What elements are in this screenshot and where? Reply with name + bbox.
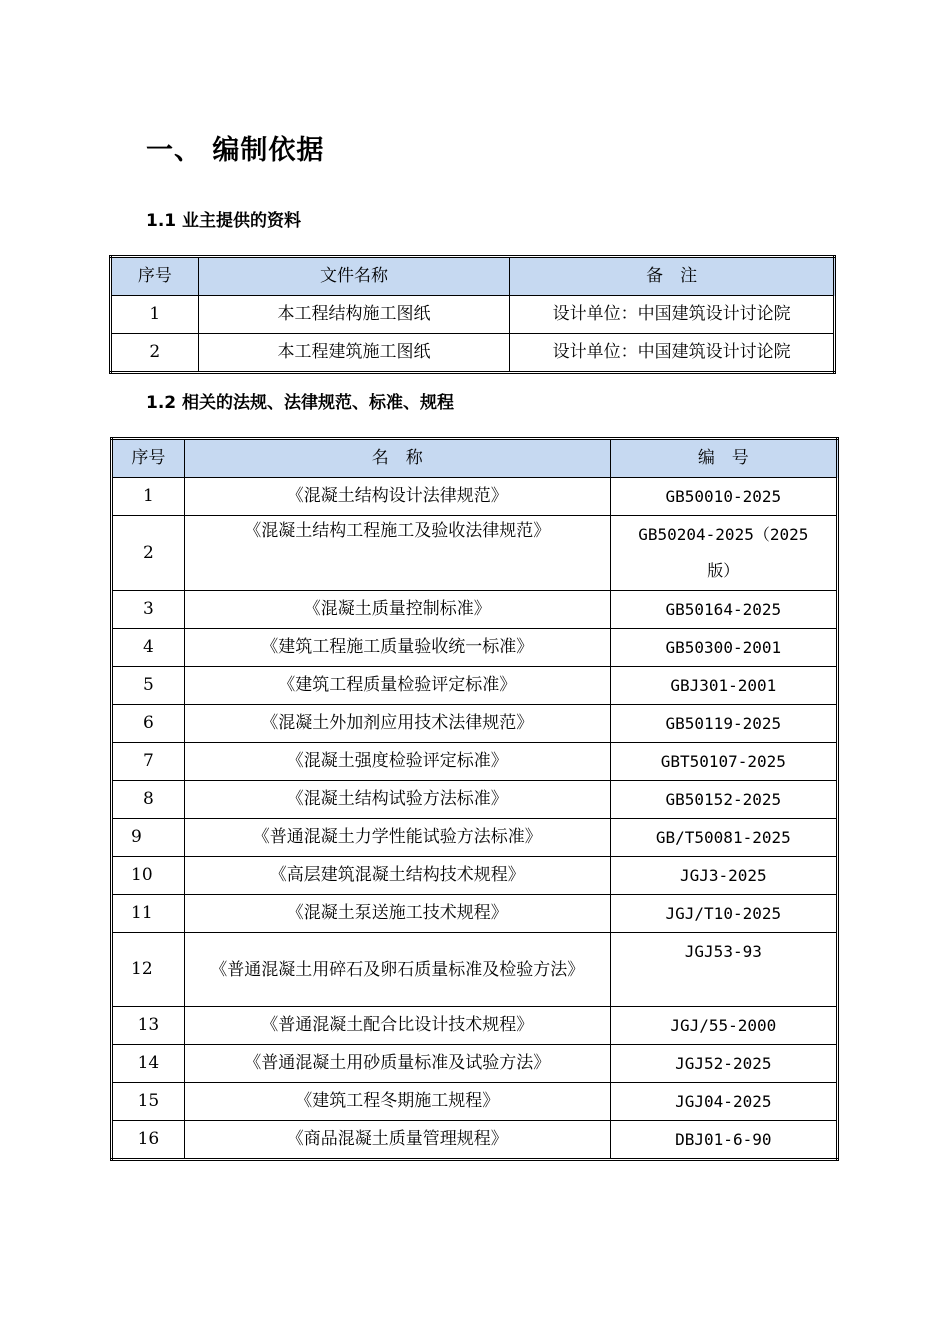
row-number: 6 (112, 705, 185, 743)
standard-name: 《建筑工程冬期施工规程》 (184, 1083, 610, 1121)
column-header: 序号 (111, 257, 199, 296)
row-number: 11 (112, 895, 185, 933)
standard-name: 《混凝土强度检验评定标准》 (184, 743, 610, 781)
standard-name: 《混凝土外加剂应用技术法律规范》 (184, 705, 610, 743)
row-number: 1 (111, 296, 199, 334)
table-row (112, 591, 838, 629)
standard-name: 《高层建筑混凝土结构技术规程》 (184, 857, 610, 895)
table-row (112, 1045, 838, 1083)
standard-name: 《混凝土泵送施工技术规程》 (184, 895, 610, 933)
table-row (112, 1007, 838, 1045)
standard-name: 《普通混凝土用砂质量标准及试验方法》 (184, 1045, 610, 1083)
section-title-regulations: 1.2 相关的法规、法律规范、标准、规程 (146, 393, 455, 413)
table-row (112, 743, 838, 781)
table-row (112, 819, 838, 857)
regulations-table (110, 437, 839, 1161)
standard-code: GBJ301-2001 (610, 667, 837, 705)
row-number: 7 (112, 743, 185, 781)
standard-code: GB50152-2025 (610, 781, 837, 819)
table-row (112, 629, 838, 667)
standard-code: JGJ/T10-2025 (610, 895, 837, 933)
standard-name: 《混凝土质量控制标准》 (184, 591, 610, 629)
standard-name: 《混凝土结构工程施工及验收法律规范》 (184, 516, 610, 591)
row-number: 2 (112, 516, 185, 591)
table-row (112, 781, 838, 819)
table-row (112, 516, 838, 591)
table-row (112, 1083, 838, 1121)
table-row (111, 296, 835, 334)
document-name: 本工程结构施工图纸 (198, 296, 510, 334)
column-header: 名 称 (184, 439, 610, 478)
standard-name: 《混凝土结构设计法律规范》 (184, 478, 610, 516)
standard-code: GB50010-2025 (610, 478, 837, 516)
standard-name: 《建筑工程质量检验评定标准》 (184, 667, 610, 705)
standard-code: JGJ/55-2000 (610, 1007, 837, 1045)
owner-materials-table (109, 255, 836, 374)
remark: 设计单位：中国建筑设计讨论院 (510, 296, 835, 334)
standard-code: JGJ52-2025 (610, 1045, 837, 1083)
row-number: 3 (112, 591, 185, 629)
table-row (112, 667, 838, 705)
row-number: 2 (111, 334, 199, 373)
standard-code: GBT50107-2025 (610, 743, 837, 781)
page-heading: 一、 编制依据 (146, 135, 325, 166)
standard-code: GB50164-2025 (610, 591, 837, 629)
table-row (112, 933, 838, 1007)
column-header: 序号 (112, 439, 185, 478)
column-header: 编 号 (610, 439, 837, 478)
row-number: 13 (112, 1007, 185, 1045)
standard-code: JGJ53-93 (610, 933, 837, 1007)
row-number: 16 (112, 1121, 185, 1160)
standard-code: GB50204-2025（2025版） (610, 516, 837, 591)
standard-code: GB/T50081-2025 (610, 819, 837, 857)
standard-code: JGJ04-2025 (610, 1083, 837, 1121)
row-number: 10 (112, 857, 185, 895)
row-number: 8 (112, 781, 185, 819)
document-name: 本工程建筑施工图纸 (198, 334, 510, 373)
row-number: 5 (112, 667, 185, 705)
standard-name: 《普通混凝土力学性能试验方法标准》 (184, 819, 610, 857)
table-row (112, 857, 838, 895)
row-number: 1 (112, 478, 185, 516)
table-header-row (111, 257, 835, 296)
standard-name: 《普通混凝土配合比设计技术规程》 (184, 1007, 610, 1045)
table-header-row (112, 439, 838, 478)
table-row (112, 895, 838, 933)
row-number: 12 (112, 933, 185, 1007)
table-row (112, 705, 838, 743)
standard-code: GB50300-2001 (610, 629, 837, 667)
standard-name: 《建筑工程施工质量验收统一标准》 (184, 629, 610, 667)
standard-name: 《普通混凝土用碎石及卵石质量标准及检验方法》 (184, 933, 610, 1007)
row-number: 14 (112, 1045, 185, 1083)
row-number: 4 (112, 629, 185, 667)
table-row (112, 478, 838, 516)
column-header: 备 注 (510, 257, 835, 296)
table-row (111, 334, 835, 373)
row-number: 15 (112, 1083, 185, 1121)
row-number: 9 (112, 819, 185, 857)
standard-code: DBJ01-6-90 (610, 1121, 837, 1160)
standard-code: GB50119-2025 (610, 705, 837, 743)
remark: 设计单位：中国建筑设计讨论院 (510, 334, 835, 373)
standard-code: JGJ3-2025 (610, 857, 837, 895)
table-row (112, 1121, 838, 1160)
section-title-owner-materials: 1.1 业主提供的资料 (146, 211, 302, 231)
standard-name: 《商品混凝土质量管理规程》 (184, 1121, 610, 1160)
standard-name: 《混凝土结构试验方法标准》 (184, 781, 610, 819)
column-header: 文件名称 (198, 257, 510, 296)
